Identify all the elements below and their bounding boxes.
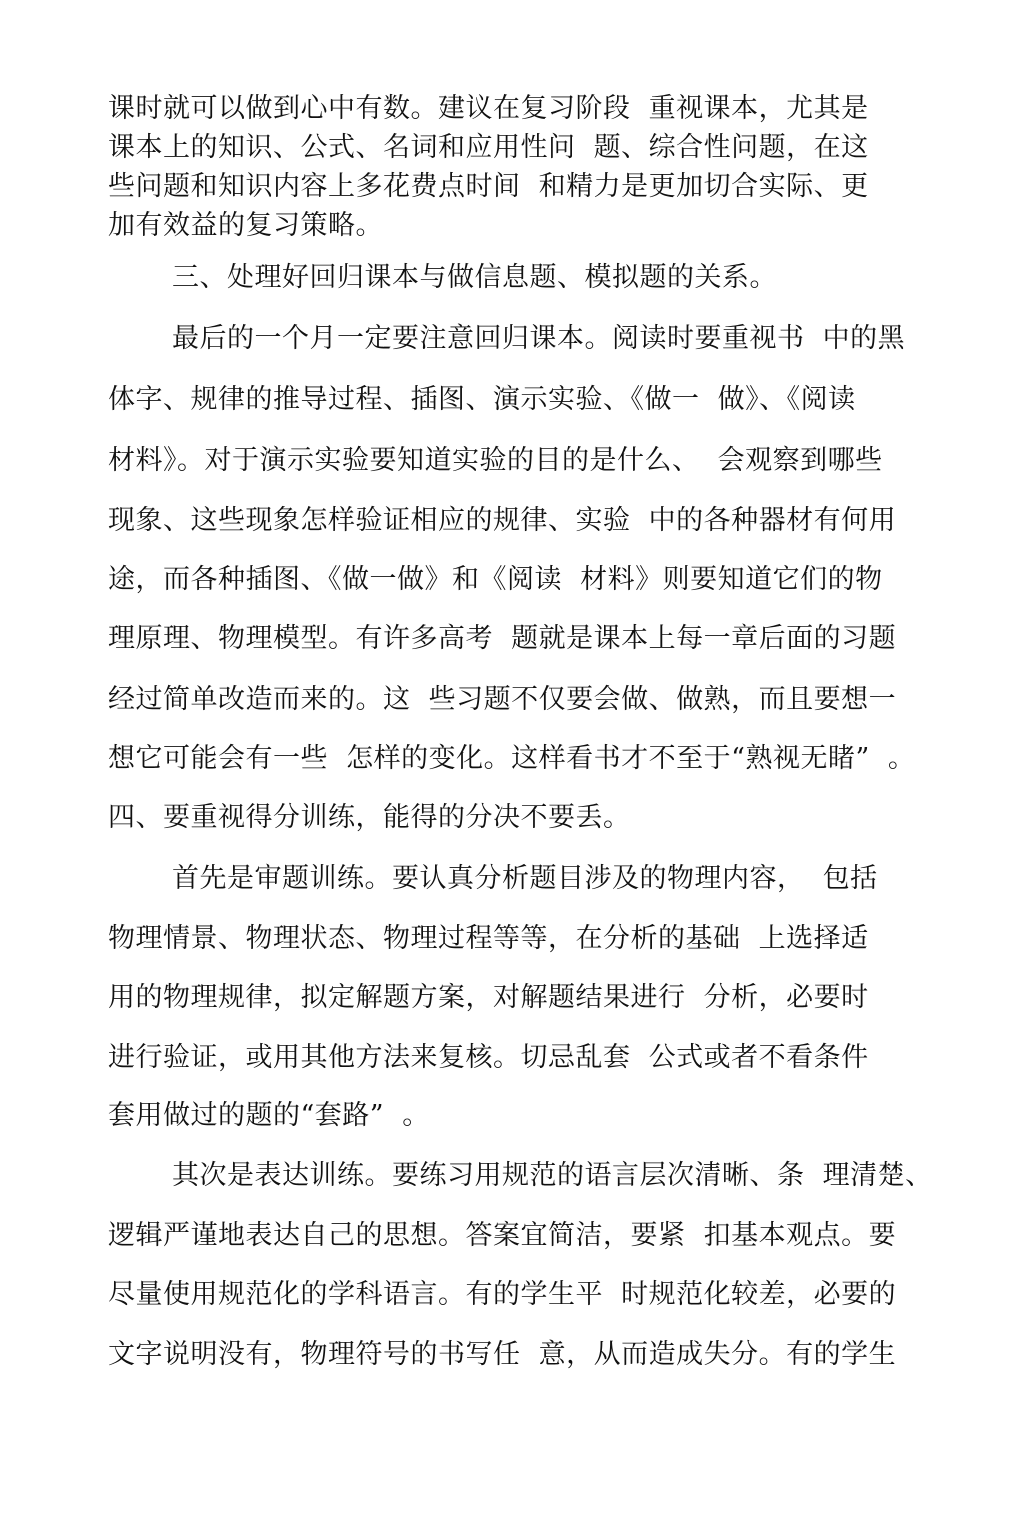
text-line: 其次是表达训练。要练习用规范的语言层次清晰、条 理清楚、	[172, 1160, 933, 1191]
section-heading: 四、要重视得分训练，能得的分决不要丢。	[108, 802, 631, 833]
text-line: 物理情景、物理状态、物理过程等等，在分析的基础 上选择适	[108, 923, 869, 954]
text-line: 课时就可以做到心中有数。建议在复习阶段 重视课本，尤其是	[108, 93, 869, 124]
text-line: 首先是审题训练。要认真分析题目涉及的物理内容， 包括	[172, 863, 878, 894]
text-line: 逻辑严谨地表达自己的思想。答案宜简洁，要紧 扣基本观点。要	[108, 1220, 897, 1251]
text-line: 加有效益的复习策略。	[108, 210, 383, 241]
text-line: 尽量使用规范化的学科语言。有的学生平 时规范化较差，必要的	[108, 1279, 897, 1310]
text-line: 用的物理规律，拟定解题方案，对解题结果进行 分析，必要时	[108, 982, 869, 1013]
text-line: 进行验证，或用其他方法来复核。切忌乱套 公式或者不看条件	[108, 1042, 869, 1073]
section-heading: 三、处理好回归课本与做信息题、模拟题的关系。	[172, 262, 777, 293]
text-line: 途，而各种插图、《做一做》和《阅读 材料》则要知道它们的物	[108, 564, 883, 595]
text-line: 经过简单改造而来的。这 些习题不仅要会做、做熟，而且要想一	[108, 684, 897, 715]
text-line: 现象、这些现象怎样验证相应的规律、实验 中的各种器材有何用	[108, 505, 897, 536]
text-line: 文字说明没有，物理符号的书写任 意，从而造成失分。有的学生	[108, 1339, 897, 1370]
text-line: 想它可能会有一些 怎样的变化。这样看书才不至于“熟视无睹” 。	[108, 743, 916, 774]
text-line: 些问题和知识内容上多花费点时间 和精力是更加切合实际、更	[108, 171, 869, 202]
text-line: 理原理、物理模型。有许多高考 题就是课本上每一章后面的习题	[108, 623, 897, 654]
text-line: 课本上的知识、公式、名词和应用性问 题、综合性问题，在这	[108, 132, 869, 163]
text-line: 最后的一个月一定要注意回归课本。阅读时要重视书 中的黑	[172, 323, 906, 354]
text-line: 套用做过的题的“套路” 。	[108, 1100, 430, 1131]
text-line: 体字、规律的推导过程、插图、演示实验、《做一 做》、《阅读	[108, 384, 856, 415]
text-line: 材料》。对于演示实验要知道实验的目的是什么、 会观察到哪些	[108, 445, 883, 476]
